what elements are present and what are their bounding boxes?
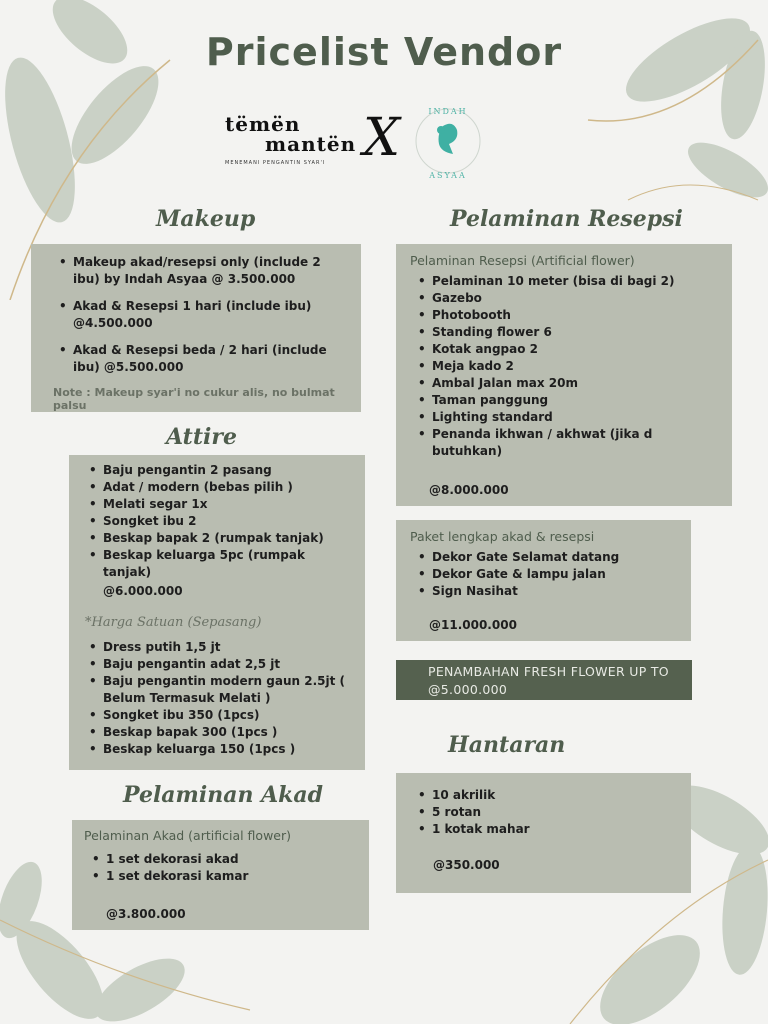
hantaran-heading: Hantaran [448, 732, 566, 758]
indah-logo-top: INDAH [428, 107, 468, 116]
fresh-flower-banner [396, 660, 692, 700]
resepsi-item: • Pelaminan 10 meter (bisa di bagi 2) [416, 273, 686, 290]
resepsi-item: • Kotak angpao 2 [416, 341, 686, 358]
resepsi-subtitle: Pelaminan Resepsi (Artificial flower) [410, 253, 635, 268]
akad-subtitle: Pelaminan Akad (artificial flower) [84, 828, 292, 843]
attire-item: • Melati segar 1x [87, 496, 355, 513]
attire-item: • Adat / modern (bebas pilih ) [87, 479, 355, 496]
satuan-item: • Baju pengantin adat 2,5 jt [87, 656, 357, 673]
resepsi-item: • Standing flower 6 [416, 324, 686, 341]
hantaran-item: • 5 rotan [416, 804, 681, 821]
makeup-item: • Makeup akad/resepsi only (include 2 ibu) by Indah Asyaa @ 3.500.000 [57, 254, 349, 288]
paket-item: • Sign Nasihat [416, 583, 681, 600]
makeup-box [31, 244, 361, 412]
resepsi-item: • Photobooth [416, 307, 686, 324]
satuan-item: • Beskap keluarga 150 (1pcs ) [87, 741, 357, 758]
akad-box [72, 820, 369, 930]
paket-item: • Dekor Gate & lampu jalan [416, 566, 681, 583]
indah-asyaa-logo [413, 96, 483, 186]
teman-logo-line2: mantën [265, 132, 357, 156]
resepsi-item: • Lighting standard [416, 409, 686, 426]
fresh-flower-line1: PENAMBAHAN FRESH FLOWER UP TO [428, 664, 669, 679]
satuan-item: • Songket ibu 350 (1pcs) [87, 707, 357, 724]
attire-price: @6.000.000 [103, 584, 183, 598]
attire-item: • Beskap keluarga 5pc (rumpak tanjak) [87, 547, 355, 581]
satuan-item: • Dress putih 1,5 jt [87, 639, 357, 656]
paket-item: • Dekor Gate Selamat datang [416, 549, 681, 566]
akad-heading: Pelaminan Akad [123, 782, 324, 808]
collab-x: X [363, 108, 401, 168]
hantaran-price: @350.000 [433, 858, 500, 872]
attire-item: • Baju pengantin 2 pasang [87, 462, 355, 479]
makeup-item: • Akad & Resepsi beda / 2 hari (include ibu) @5.500.000 [57, 342, 349, 376]
attire-heading: Attire [166, 424, 237, 450]
resepsi-price: @8.000.000 [429, 483, 509, 497]
paket-box [396, 520, 691, 641]
attire-item: • Songket ibu 2 [87, 513, 355, 530]
teman-logo-line1: tëmën [225, 112, 301, 136]
makeup-item: • Akad & Resepsi 1 hari (include ibu) @4.500.000 [57, 298, 349, 332]
fresh-flower-line2: @5.000.000 [428, 682, 508, 697]
page-title: Pricelist Vendor [205, 30, 563, 74]
resepsi-item: • Taman panggung [416, 392, 686, 409]
satuan-item: • Beskap bapak 300 (1pcs ) [87, 724, 357, 741]
akad-price: @3.800.000 [106, 907, 186, 921]
resepsi-item: • Ambal Jalan max 20m [416, 375, 686, 392]
logo-row [225, 108, 485, 178]
makeup-note: Note : Makeup syar'i no cukur alis, no bulmat palsu [53, 386, 335, 412]
hantaran-item: • 10 akrilik [416, 787, 681, 804]
harga-satuan-title: *Harga Satuan (Sepasang) [85, 615, 262, 630]
resepsi-item: • Gazebo [416, 290, 686, 307]
hantaran-item: • 1 kotak mahar [416, 821, 681, 838]
attire-item: • Beskap bapak 2 (rumpak tanjak) [87, 530, 355, 547]
teman-logo-tagline: MENEMANI PENGANTIN SYAR'I [225, 160, 326, 166]
akad-item: • 1 set dekorasi kamar [90, 868, 359, 885]
resepsi-item: • Meja kado 2 [416, 358, 686, 375]
hantaran-box [396, 773, 691, 893]
attire-box [69, 455, 365, 770]
makeup-heading: Makeup [156, 206, 256, 232]
resepsi-box [396, 244, 732, 506]
paket-price: @11.000.000 [429, 618, 517, 632]
satuan-item: • Baju pengantin modern gaun 2.5jt ( Belum Termasuk Melati ) [87, 673, 357, 707]
paket-subtitle: Paket lengkap akad & resepsi [410, 529, 595, 544]
indah-logo-bottom: ASYAA [429, 171, 467, 180]
teman-manten-logo [225, 112, 360, 167]
resepsi-item: • Penanda ikhwan / akhwat (jika d butuhkan) [416, 426, 686, 460]
resepsi-heading: Pelaminan Resepsi [450, 206, 683, 232]
akad-item: • 1 set dekorasi akad [90, 851, 359, 868]
